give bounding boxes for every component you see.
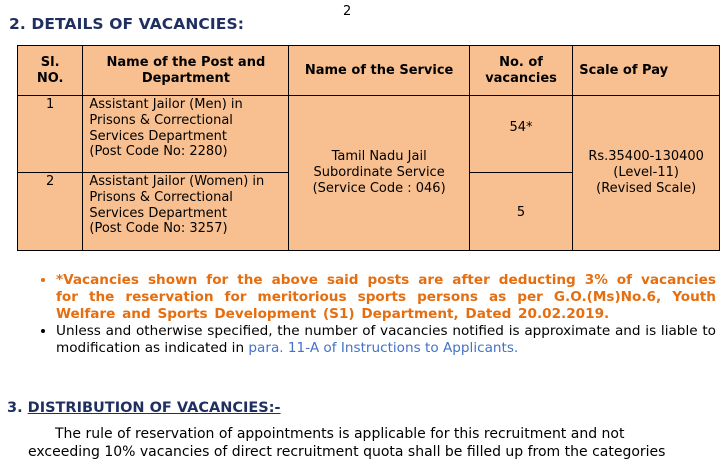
- note-sports-reservation: • *Vacancies shown for the above said posts are after deducting 3% of vacancies for the reservation for meritorious sports persons as per G.O.(Ms)No.6, Youth Welfare and Sports Development (S1) Department, Dated 20.02.2019.: [56, 272, 716, 323]
- header-sl-no: Sl. NO.: [18, 46, 83, 96]
- cell-scale-of-pay: Rs.35400-130400 (Level-11) (Revised Scale): [573, 96, 720, 251]
- notes-list: [30, 272, 716, 357]
- cell-sl-no: 2: [18, 173, 83, 251]
- table-header-row: [18, 46, 720, 96]
- table-row: [18, 96, 720, 173]
- header-scale-of-pay: Scale of Pay: [573, 46, 720, 96]
- section-heading-distribution-of-vacancies: 3. DISTRIBUTION OF VACANCIES:-: [7, 400, 281, 416]
- page-number: 2: [343, 4, 352, 19]
- cell-post-name: Assistant Jailor (Women) in Prisons & Correctional Services Department (Post Code No: 3257): [83, 173, 289, 251]
- cell-sl-no: 1: [18, 96, 83, 173]
- note-approximate-vacancies: • Unless and otherwise specified, the number of vacancies notified is approximate and is liable to modification as indicated in para. 11-A of Instructions to Applicants.: [56, 323, 716, 357]
- vacancies-table: [17, 45, 720, 251]
- header-post-name: Name of the Post and Department: [83, 46, 289, 96]
- cell-vacancies: 5: [469, 173, 572, 251]
- reservation-paragraph: The rule of reservation of appointments is applicable for this recruitment and not: [55, 426, 625, 442]
- cell-vacancies: 54*: [469, 96, 572, 173]
- section-heading-details-of-vacancies: 2. DETAILS OF VACANCIES:: [9, 15, 245, 33]
- header-service-name: Name of the Service: [289, 46, 469, 96]
- reservation-paragraph-continued: exceeding 10% vacancies of direct recruitment quota shall be filled up from the categories: [28, 444, 666, 460]
- header-no-of-vacancies: No. of vacancies: [469, 46, 572, 96]
- cell-post-name: Assistant Jailor (Men) in Prisons & Correctional Services Department (Post Code No: 2280): [83, 96, 289, 173]
- instructions-link[interactable]: para. 11-A of Instructions to Applicants.: [248, 340, 519, 356]
- cell-service-name: Tamil Nadu Jail Subordinate Service (Service Code : 046): [289, 96, 469, 251]
